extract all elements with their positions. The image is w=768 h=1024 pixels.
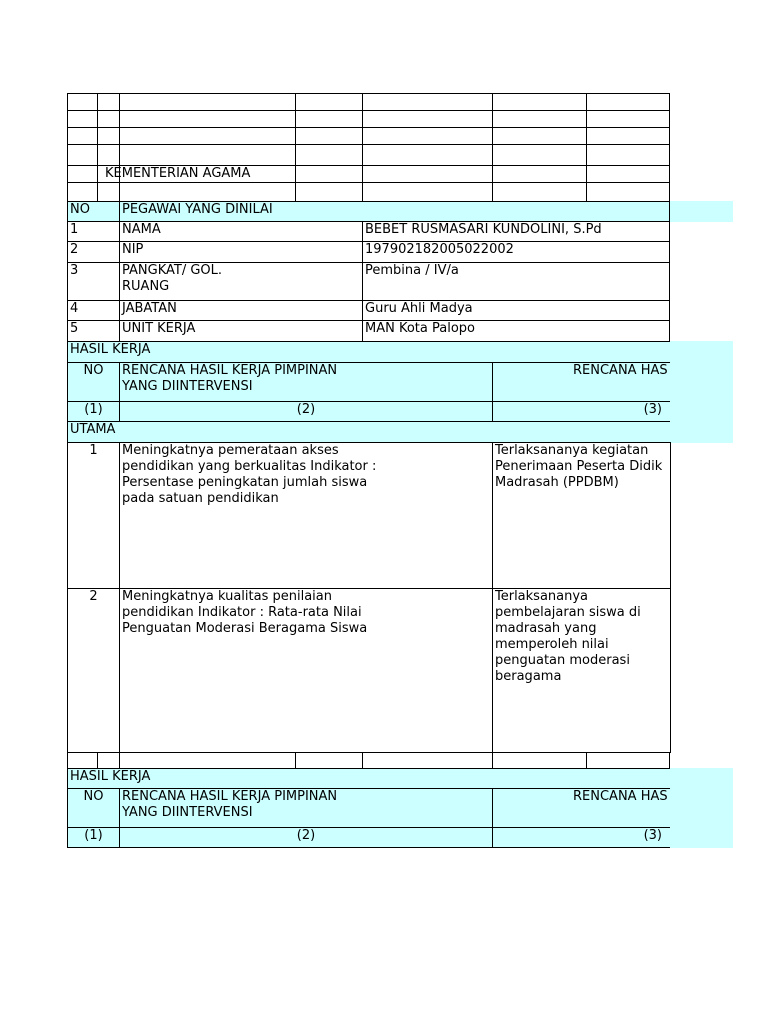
results-idx-2: (2) xyxy=(119,401,493,422)
header-fill-extension xyxy=(670,421,733,443)
employee-col-no: NO xyxy=(67,201,120,222)
blank-cell xyxy=(295,127,363,145)
result-item-no: 1 xyxy=(67,442,120,589)
blank-cell xyxy=(67,127,98,145)
blank-cell xyxy=(97,110,120,128)
employee-row-value: MAN Kota Palopo xyxy=(362,320,670,342)
blank-cell xyxy=(492,93,587,111)
blank-cell xyxy=(67,752,98,769)
blank-cell xyxy=(119,110,296,128)
header-fill-extension xyxy=(670,362,733,402)
employee-row-label: UNIT KERJA xyxy=(119,320,363,342)
blank-cell xyxy=(492,127,587,145)
blank-cell xyxy=(492,144,587,166)
result-item-leader-plan: Meningkatnya pemerataan akses pendidikan yang berkualitas Indikator : Persentase peningkatan jumlah siswa pada satuan pendidikan xyxy=(119,442,493,589)
header-fill-extension xyxy=(670,768,733,789)
blank-cell xyxy=(586,127,670,145)
employee-row-no: 1 xyxy=(67,221,120,242)
results-idx-1: (1) xyxy=(67,401,120,422)
header-fill-extension xyxy=(670,201,733,222)
result-item-no: 2 xyxy=(67,588,120,753)
blank-cell xyxy=(97,752,120,769)
blank-cell xyxy=(362,127,493,145)
blank-cell xyxy=(362,110,493,128)
employee-row-no: 5 xyxy=(67,320,120,342)
results-2-col-plan: RENCANA HAS xyxy=(492,788,671,828)
results-2-col-no: NO xyxy=(67,788,120,828)
blank-cell xyxy=(295,93,363,111)
blank-cell xyxy=(119,182,296,202)
header-fill-extension xyxy=(670,788,733,828)
results-col-leader-plan: RENCANA HASIL KERJA PIMPINAN YANG DIINTERVENSI xyxy=(119,362,493,402)
blank-cell xyxy=(492,165,587,183)
blank-cell xyxy=(492,752,587,769)
employee-row-value: BEBET RUSMASARI KUNDOLINI, S.Pd xyxy=(362,221,670,242)
blank-cell xyxy=(67,93,98,111)
results-2-idx-3: (3) xyxy=(492,827,671,848)
blank-cell xyxy=(295,110,363,128)
employee-row-label: JABATAN xyxy=(119,300,363,321)
header-fill-extension xyxy=(670,341,733,363)
blank-cell xyxy=(97,182,120,202)
blank-cell xyxy=(119,144,296,166)
results-2-col-leader-plan: RENCANA HASIL KERJA PIMPINAN YANG DIINTERVENSI xyxy=(119,788,493,828)
blank-cell xyxy=(97,93,120,111)
blank-cell xyxy=(67,182,98,202)
results-2-idx-2: (2) xyxy=(119,827,493,848)
blank-cell xyxy=(67,144,98,166)
employee-row-label: PANGKAT/ GOL. RUANG xyxy=(119,262,363,301)
employee-row-value: Pembina / IV/a xyxy=(362,262,670,301)
employee-row-value: 197902182005022002 xyxy=(362,241,670,263)
blank-cell xyxy=(295,752,363,769)
blank-cell xyxy=(586,144,670,166)
blank-cell xyxy=(119,127,296,145)
employee-row-label: NIP xyxy=(119,241,363,263)
blank-cell xyxy=(119,93,296,111)
blank-cell xyxy=(362,93,493,111)
result-item-plan: Terlaksananya pembelajaran siswa di madrasah yang memperoleh nilai penguatan moderasi beragama xyxy=(492,588,671,753)
blank-cell xyxy=(97,144,120,166)
blank-cell xyxy=(97,127,120,145)
blank-cell xyxy=(362,752,493,769)
results-col-plan: RENCANA HAS xyxy=(492,362,671,402)
employee-row-no: 4 xyxy=(67,300,120,321)
employee-section-title: PEGAWAI YANG DINILAI xyxy=(119,201,670,222)
blank-cell xyxy=(67,110,98,128)
spreadsheet-grid xyxy=(67,93,733,853)
blank-cell xyxy=(492,110,587,128)
blank-cell xyxy=(586,93,670,111)
results-group-label: UTAMA xyxy=(67,421,671,443)
header-fill-extension xyxy=(670,827,733,848)
blank-cell xyxy=(492,182,587,202)
blank-cell xyxy=(295,144,363,166)
blank-cell xyxy=(586,752,670,769)
employee-row-value: Guru Ahli Madya xyxy=(362,300,670,321)
results-section-title: HASIL KERJA xyxy=(67,341,671,363)
blank-cell xyxy=(295,182,363,202)
header-fill-extension xyxy=(670,401,733,422)
ministry-title: KEMENTERIAN AGAMA xyxy=(105,166,251,181)
results-section-2-title: HASIL KERJA xyxy=(67,768,671,789)
blank-cell xyxy=(119,752,296,769)
employee-row-no: 2 xyxy=(67,241,120,263)
blank-cell xyxy=(586,182,670,202)
blank-cell xyxy=(586,110,670,128)
employee-row-label: NAMA xyxy=(119,221,363,242)
results-col-no: NO xyxy=(67,362,120,402)
blank-cell xyxy=(362,144,493,166)
results-2-idx-1: (1) xyxy=(67,827,120,848)
result-item-leader-plan: Meningkatnya kualitas penilaian pendidikan Indikator : Rata-rata Nilai Penguatan Moderasi Beragama Siswa xyxy=(119,588,493,753)
blank-cell xyxy=(362,165,493,183)
blank-cell xyxy=(362,182,493,202)
result-item-plan: Terlaksananya kegiatan Penerimaan Peserta Didik Madrasah (PPDBM) xyxy=(492,442,671,589)
employee-row-no: 3 xyxy=(67,262,120,301)
results-idx-3: (3) xyxy=(492,401,671,422)
blank-cell xyxy=(586,165,670,183)
blank-cell xyxy=(67,165,98,183)
